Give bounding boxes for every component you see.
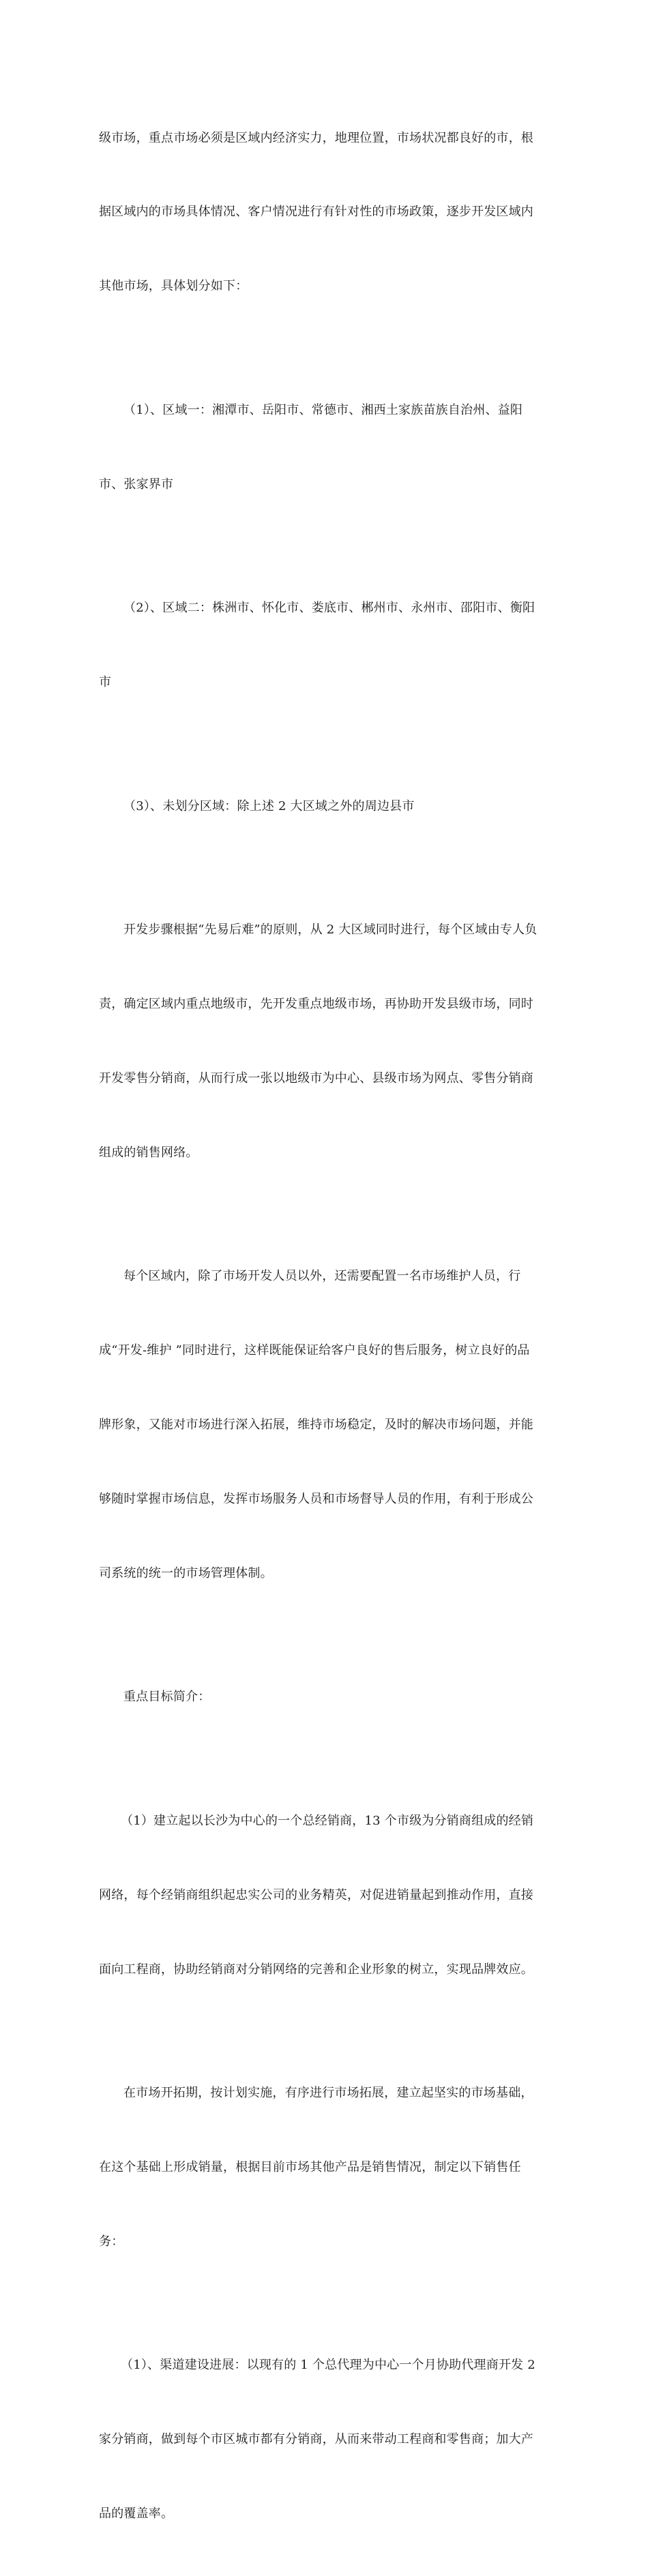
text-line: （1）、区域一：湘潭市、岳阳市、常德市、湘西土家族苗族自治州、益阳 [123,402,523,417]
text-line: 市、张家界市 [99,477,174,492]
paragraph-market-overview [99,76,553,348]
text-line: 每个区域内，除了市场开发人员以外，还需要配置一名市场维护人员，行 [123,1269,521,1284]
paragraph-channel-progress [99,2304,553,2576]
text-line: 重点目标简介： [123,1690,211,1705]
paragraph-goal-distributor [99,1759,553,2031]
text-line: （3）、未划分区域：除上述 2 大区域之外的周边县市 [123,798,415,813]
text-line: 在这个基础上形成销量，根据目前市场其他产品是销售情况，制定以下销售任 [99,2159,521,2174]
text-line: 据区域内的市场具体情况、客户情况进行有针对性的市场政策，逐步开发区域内 [99,205,533,220]
paragraph-unassigned-region [99,745,553,868]
text-line: 网络，每个经销商组织起忠实公司的业务精英，对促进销量起到推动作用，直接 [99,1887,533,1902]
paragraph-development-steps [99,869,553,1215]
text-line: （1）、渠道建设进展：以现有的 1 个总代理为中心一个月协助代理商开发 2 [121,2358,535,2373]
text-line: 司系统的统一的市场管理体制。 [99,1566,273,1581]
text-line: 市 [99,675,112,690]
paragraph-key-goals-heading [99,1636,553,1759]
text-line: 家分销商，做到每个市区城市都有分销商，从而来带动工程商和零售商；加大产 [99,2432,533,2447]
text-line: 级市场，重点市场必须是区域内经济实力，地理位置，市场状况都良好的市，根 [99,130,533,145]
text-line: （2）、区域二：株洲市、怀化市、娄底市、郴州市、永州市、邵阳市、衡阳 [123,601,535,616]
text-line: 品的覆盖率。 [99,2506,174,2521]
text-line: （1）建立起以长沙为中心的一个总经销商，13 个市级为分销商组成的经销 [121,1813,534,1828]
text-line: 其他市场，具体划分如下： [99,279,248,294]
paragraph-region-two [99,547,553,745]
text-line: 开发零售分销商，从而行成一张以地级市为中心、县级市场为网点、零售分销商 [99,1070,533,1085]
text-line: 开发步骤根据“先易后难”的原则，从 2 大区域同时进行，每个区域由专人负 [123,923,537,938]
document-body [99,76,553,2576]
text-line: 面向工程商，协助经销商对分销网络的完善和企业形象的树立，实现品牌效应。 [99,1962,533,1977]
paragraph-region-one [99,348,553,546]
text-line: 务： [99,2234,124,2249]
text-line: 在市场开拓期，按计划实施，有序进行市场拓展，建立起坚实的市场基础， [123,2086,533,2101]
paragraph-expansion-period [99,2031,553,2303]
text-line: 牌形象，又能对市场进行深入拓展，维持市场稳定，及时的解决市场问题，并能 [99,1418,533,1433]
paragraph-maintenance-staff [99,1215,553,1636]
text-line: 责，确定区域内重点地级市，先开发重点地级市场，再协助开发县级市场，同时 [99,996,533,1011]
text-line: 组成的销售网络。 [99,1145,198,1160]
text-line: 够随时掌握市场信息，发挥市场服务人员和市场督导人员的作用，有利于形成公 [99,1491,533,1506]
text-line: 成“开发-维护 ”同时进行，这样既能保证给客户良好的售后服务，树立良好的品 [99,1343,530,1358]
